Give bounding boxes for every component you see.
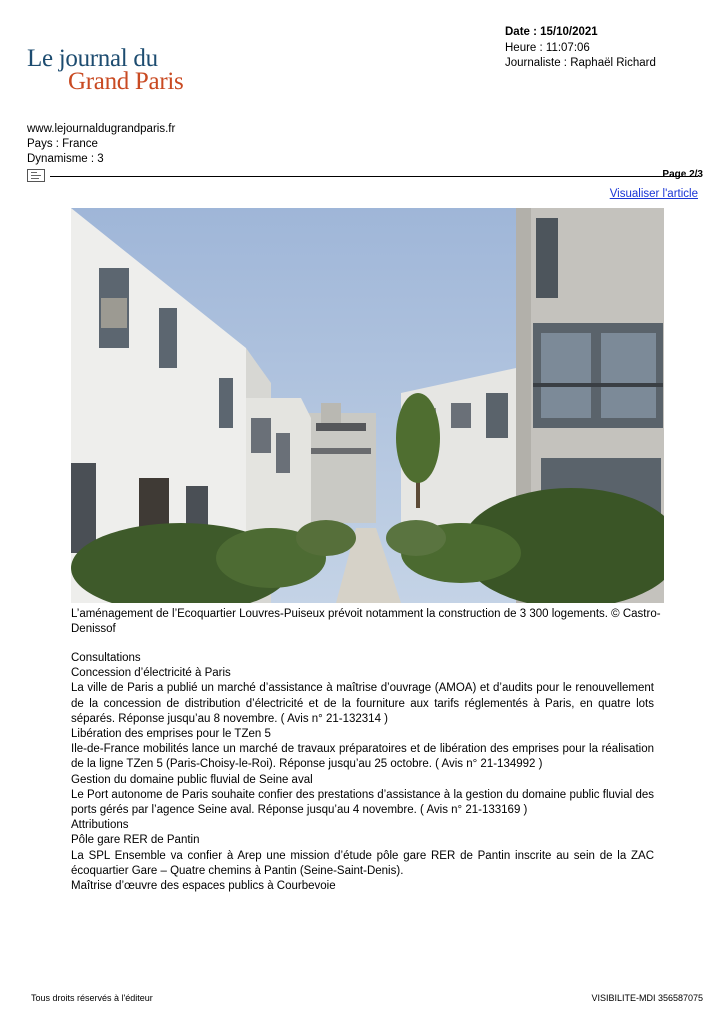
article-heading: Concession d’électricité à Paris xyxy=(71,667,231,680)
document-icon xyxy=(27,169,45,182)
photo-caption: L’aménagement de l’Ecoquartier Louvres-Puiseux prévoit notamment la construction de 3 300 logements. © Castro-Denissof xyxy=(71,608,661,635)
article-paragraph: La SPL Ensemble va confier à Arep une mission d’étude pôle gare RER de Pantin inscrite au sein de la ZAC écoquartier Gare – Quatre chemins à Pantin (Seine-Saint-Denis). xyxy=(71,849,654,877)
article-time: Heure : 11:07:06 xyxy=(505,41,590,54)
source-meta xyxy=(27,122,175,167)
article-heading: Maîtrise d’œuvre des espaces publics à Courbevoie xyxy=(71,880,336,893)
article-paragraph: La ville de Paris a publié un marché d’assistance à maîtrise d’ouvrage (AMOA) et d’audits pour le renouvellement de la concession de distribution d’électricité et de la fourniture aux tarifs réglementés à Paris, en quatre lots séparés. Réponse jusqu’au 8 novembre. ( Avis n° 21-132314 ) xyxy=(71,682,654,725)
logo-line-2: Grand Paris xyxy=(68,68,184,95)
source-country: Pays : France xyxy=(27,138,98,150)
article-heading: Pôle gare RER de Pantin xyxy=(71,834,200,847)
article-journalist: Journaliste : Raphaël Richard xyxy=(505,57,656,69)
view-article-link[interactable]: Visualiser l'article xyxy=(609,188,698,200)
logo-line-1: Le journal du xyxy=(27,45,158,72)
journal-logo xyxy=(27,46,183,94)
article-paragraph: Ile-de-France mobilités lance un marché de travaux préparatoires et de libération des emprises pour la réalisation de la ligne TZen 5 (Paris-Choisy-le-Roi). Réponse jusqu’au 25 octobre. ( Avis n° 21-134992 ) xyxy=(71,743,654,771)
footer-reference: VISIBILITE-MDI 356587075 xyxy=(591,993,703,1003)
footer-rights: Tous droits réservés à l'éditeur xyxy=(31,993,153,1003)
article-paragraph: Le Port autonome de Paris souhaite confier des prestations d’assistance à la gestion du domaine public fluvial des ports gérés par l’agence Seine aval. Réponse jusqu’au 4 novembre. ( Avis n° 21-133169 ) xyxy=(71,788,654,817)
header-divider xyxy=(50,176,698,177)
article-body xyxy=(71,651,654,894)
article-meta xyxy=(505,25,656,72)
article-heading: Consultations xyxy=(71,652,141,664)
page-number: Page 2/3 xyxy=(662,169,703,180)
source-url: www.lejournaldugrandparis.fr xyxy=(27,123,176,135)
tree xyxy=(396,393,440,483)
courtyard-photo xyxy=(71,208,664,603)
article-date: Date : 15/10/2021 xyxy=(505,26,598,38)
article-heading: Attributions xyxy=(71,819,129,832)
source-dynamism: Dynamisme : 3 xyxy=(27,153,104,165)
article-heading: Libération des emprises pour le TZen 5 xyxy=(71,728,271,741)
article-photo xyxy=(71,208,664,603)
article-heading: Gestion du domaine public fluvial de Seine aval xyxy=(71,773,313,786)
